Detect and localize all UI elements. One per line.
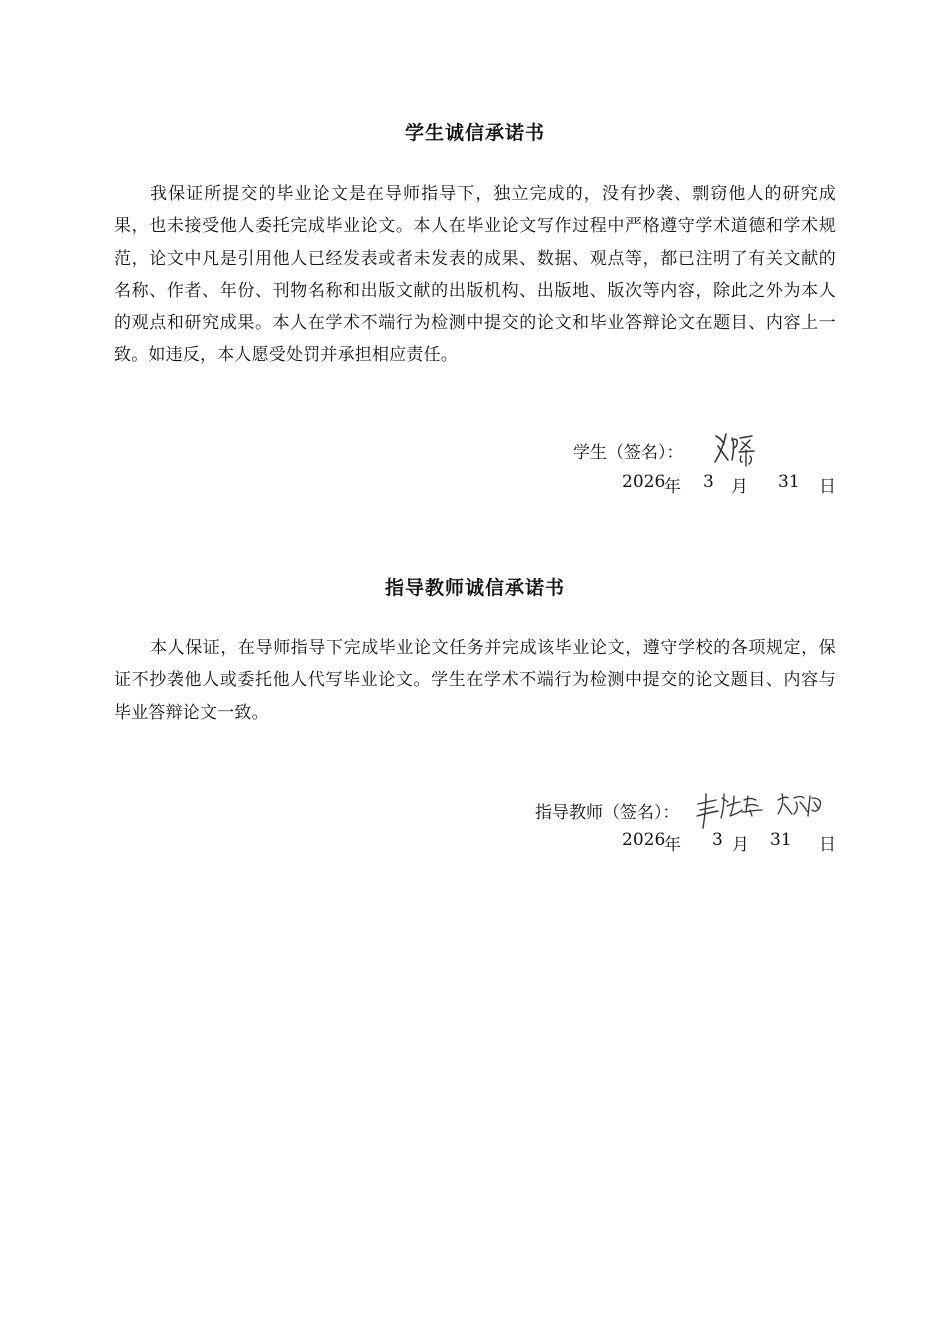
teacher-date-month-unit: 月 (732, 835, 749, 855)
teacher-pledge-body: 本人保证，在导师指导下完成毕业论文任务并完成该毕业论文，遵守学校的各项规定，保证不抄袭他人或委托他人代写毕业论文。学生在学术不端行为检测中提交的论文题目、内容与毕业答辩论文一致。 (114, 638, 836, 723)
teacher-date-day: 31 (770, 830, 792, 850)
student-date-day: 31 (778, 472, 800, 492)
teacher-date-month: 3 (712, 830, 723, 850)
teacher-handwritten-signature (694, 790, 830, 830)
student-pledge-body: 我保证所提交的毕业论文是在导师指导下，独立完成的，没有抄袭、剽窃他人的研究成果，也未接受他人委托完成毕业论文。本人在毕业论文写作过程中严格遵守学术道德和学术规范，论文中凡是引用他人已经发表或者未发表的成果、数据、观点等，都已注明了有关文献的名称、作者、年份、刊物名称和出版文献的出版机构、出版地、版次等内容，除此之外为本人的观点和研究成果。本人在学术不端行为检测中提交的论文和毕业答辩论文在题目、内容上一致。如违反，本人愿受处罚并承担相应责任。 (114, 184, 836, 366)
student-date (622, 472, 842, 496)
teacher-date-year: 2026 (622, 830, 666, 850)
student-date-year: 2026 (622, 472, 666, 492)
student-signature-label: 学生（签名）： (573, 443, 684, 463)
teacher-date-day-unit: 日 (819, 835, 836, 855)
student-handwritten-signature (712, 430, 758, 468)
teacher-signature-label: 指导教师（签名）： (535, 803, 680, 823)
teacher-pledge-title: 指导教师诚信承诺书 (384, 577, 565, 599)
student-date-month-unit: 月 (731, 477, 748, 497)
student-pledge-title: 学生诚信承诺书 (404, 122, 545, 144)
teacher-date-year-unit: 年 (664, 835, 681, 855)
student-date-day-unit: 日 (819, 477, 836, 497)
student-date-year-unit: 年 (664, 477, 681, 497)
student-date-month: 3 (703, 472, 714, 492)
teacher-date (622, 830, 842, 854)
